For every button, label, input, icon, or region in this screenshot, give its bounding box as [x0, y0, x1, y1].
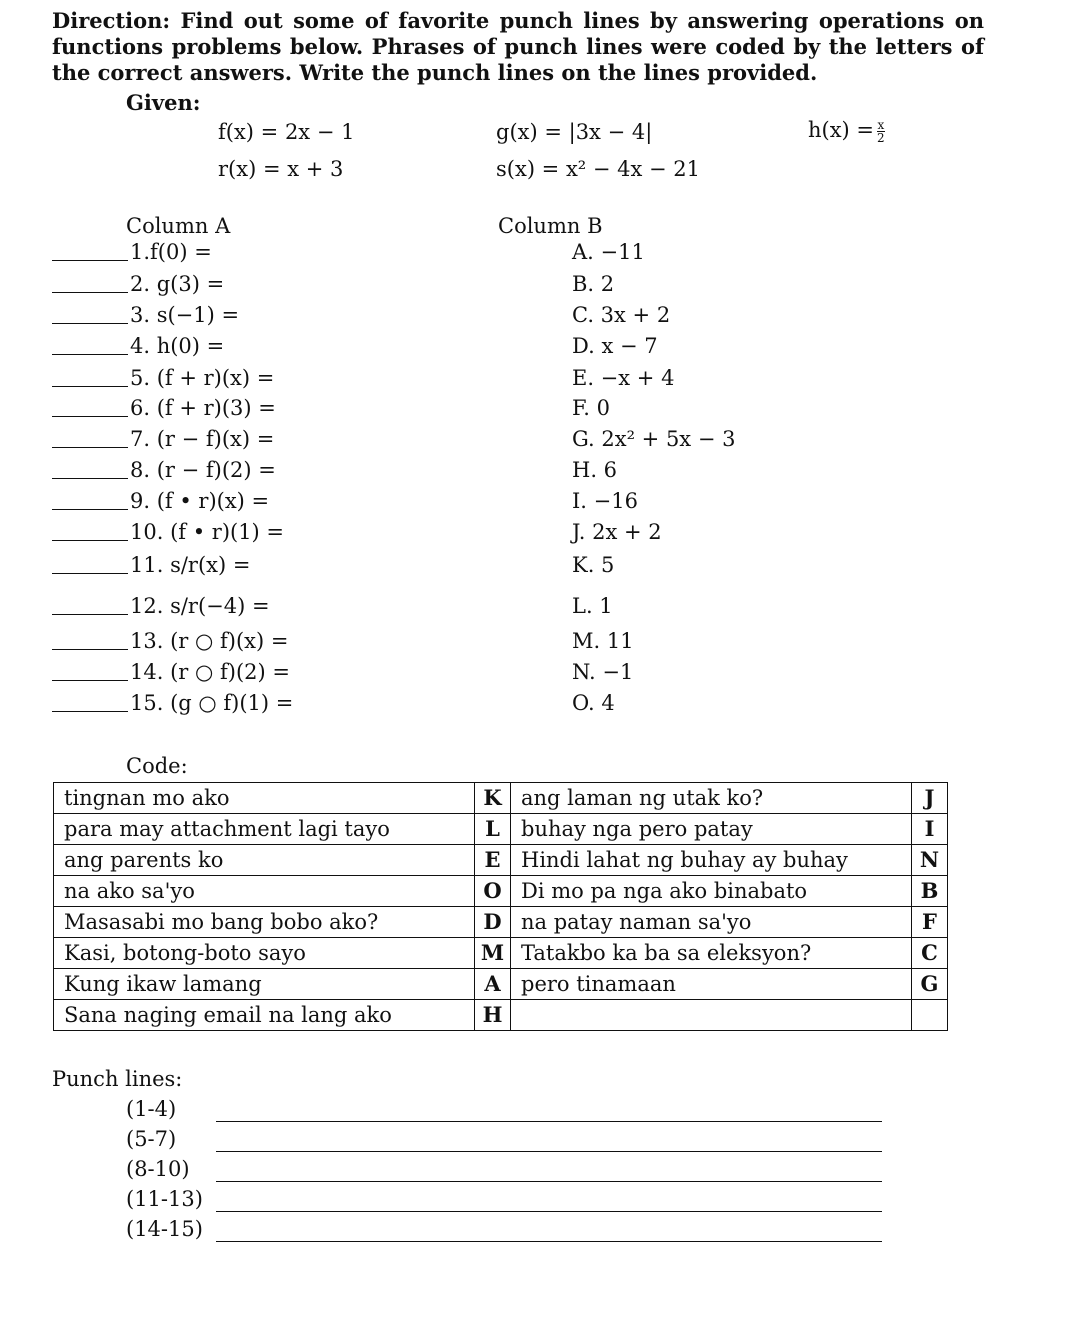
qa-row [0, 366, 1080, 396]
qa-row [0, 427, 1080, 457]
code-row [54, 938, 948, 969]
code-phrase: Hindi lahat ng buhay ay buhay [511, 845, 912, 876]
answer-blank[interactable] [52, 680, 128, 681]
code-phrase: buhay nga pero patay [511, 814, 912, 845]
choice-7: G. 2x² + 5x − 3 [572, 427, 736, 451]
function-h-fraction [877, 119, 885, 144]
code-phrase: Kasi, botong-boto sayo [54, 938, 475, 969]
qa-row [0, 553, 1080, 583]
code-letter: B [912, 876, 948, 907]
qa-row [0, 240, 1080, 270]
punch-line-blank[interactable] [216, 1241, 882, 1242]
question-10: 10. (f • r)(1) = [130, 520, 285, 544]
code-row [54, 814, 948, 845]
code-row [54, 845, 948, 876]
choice-1: A. −11 [572, 240, 645, 264]
choice-15: O. 4 [572, 691, 615, 715]
question-2: 2. g(3) = [130, 272, 225, 296]
code-phrase: Masasabi mo bang bobo ako? [54, 907, 475, 938]
code-letter: M [475, 938, 511, 969]
code-letter: A [475, 969, 511, 1000]
punch-line-label: (11-13) [126, 1187, 203, 1211]
answer-blank[interactable] [52, 260, 128, 261]
punch-line-label: (1-4) [126, 1097, 177, 1121]
answer-blank[interactable] [52, 711, 128, 712]
question-8: 8. (r − f)(2) = [130, 458, 276, 482]
qa-row [0, 458, 1080, 488]
column-b-title: Column B [498, 214, 603, 238]
code-phrase: na patay naman sa'yo [511, 907, 912, 938]
code-phrase [511, 1000, 912, 1031]
punch-lines-label: Punch lines: [52, 1067, 183, 1091]
question-4: 4. h(0) = [130, 334, 225, 358]
code-phrase: ang laman ng utak ko? [511, 783, 912, 814]
code-letter: H [475, 1000, 511, 1031]
answer-blank[interactable] [52, 649, 128, 650]
code-letter: L [475, 814, 511, 845]
code-phrase: na ako sa'yo [54, 876, 475, 907]
direction-text: Direction: Find out some of favorite punch lines by answering operations on functions problems below. Phrases of punch lines were coded by the letters of the correct answers. Write the punch lines on the lines provided. [52, 8, 984, 85]
choice-12: L. 1 [572, 594, 613, 618]
code-phrase: Kung ikaw lamang [54, 969, 475, 1000]
question-5: 5. (f + r)(x) = [130, 366, 275, 390]
qa-row [0, 629, 1080, 659]
choice-11: K. 5 [572, 553, 615, 577]
choice-8: H. 6 [572, 458, 618, 482]
punch-line-label: (8-10) [126, 1157, 190, 1181]
code-label: Code: [126, 754, 188, 778]
punch-line-blank[interactable] [216, 1151, 882, 1152]
question-9: 9. (f • r)(x) = [130, 489, 270, 513]
code-letter: O [475, 876, 511, 907]
code-phrase: pero tinamaan [511, 969, 912, 1000]
answer-blank[interactable] [52, 573, 128, 574]
qa-row [0, 520, 1080, 550]
code-table [53, 782, 948, 1031]
answer-blank[interactable] [52, 292, 128, 293]
function-h-numerator: x [877, 118, 885, 132]
question-6: 6. (f + r)(3) = [130, 396, 276, 420]
answer-blank[interactable] [52, 416, 128, 417]
code-letter: C [912, 938, 948, 969]
question-12: 12. s/r(−4) = [130, 594, 270, 618]
qa-row [0, 594, 1080, 624]
qa-row [0, 272, 1080, 302]
code-letter: K [475, 783, 511, 814]
code-phrase: tingnan mo ako [54, 783, 475, 814]
code-phrase: Di mo pa nga ako binabato [511, 876, 912, 907]
qa-row [0, 303, 1080, 333]
choice-6: F. 0 [572, 396, 611, 420]
answer-blank[interactable] [52, 323, 128, 324]
question-15: 15. (g ○ f)(1) = [130, 691, 294, 715]
choice-2: B. 2 [572, 272, 615, 296]
code-letter: G [912, 969, 948, 1000]
code-letter: N [912, 845, 948, 876]
choice-9: I. −16 [572, 489, 638, 513]
question-1: 1.f(0) = [130, 240, 212, 264]
punch-line-label: (5-7) [126, 1127, 177, 1151]
question-11: 11. s/r(x) = [130, 553, 251, 577]
question-7: 7. (r − f)(x) = [130, 427, 275, 451]
code-row [54, 783, 948, 814]
code-letter: D [475, 907, 511, 938]
function-h-denominator: 2 [877, 131, 885, 145]
given-label: Given: [126, 90, 201, 115]
qa-row [0, 489, 1080, 519]
function-h [808, 118, 885, 144]
code-row [54, 907, 948, 938]
qa-row [0, 396, 1080, 426]
function-h-left: h(x) = [808, 118, 875, 142]
code-letter [912, 1000, 948, 1031]
code-phrase: Tatakbo ka ba sa eleksyon? [511, 938, 912, 969]
code-phrase: para may attachment lagi tayo [54, 814, 475, 845]
function-g: g(x) = |3x − 4| [496, 120, 653, 144]
answer-blank[interactable] [52, 447, 128, 448]
code-letter: E [475, 845, 511, 876]
code-phrase: ang parents ko [54, 845, 475, 876]
answer-blank[interactable] [52, 478, 128, 479]
choice-4: D. x − 7 [572, 334, 658, 358]
function-f: f(x) = 2x − 1 [218, 120, 355, 144]
answer-blank[interactable] [52, 386, 128, 387]
punch-line-label: (14-15) [126, 1217, 203, 1241]
qa-row [0, 691, 1080, 721]
punch-line-blank[interactable] [216, 1211, 882, 1212]
code-letter: F [912, 907, 948, 938]
code-row [54, 876, 948, 907]
code-row [54, 1000, 948, 1031]
choice-13: M. 11 [572, 629, 634, 653]
question-13: 13. (r ○ f)(x) = [130, 629, 289, 653]
question-3: 3. s(−1) = [130, 303, 240, 327]
punch-line-blank[interactable] [216, 1121, 882, 1122]
choice-3: C. 3x + 2 [572, 303, 671, 327]
answer-blank[interactable] [52, 354, 128, 355]
answer-blank[interactable] [52, 614, 128, 615]
code-phrase: Sana naging email na lang ako [54, 1000, 475, 1031]
answer-blank[interactable] [52, 540, 128, 541]
function-s: s(x) = x² − 4x − 21 [496, 157, 701, 181]
answer-blank[interactable] [52, 509, 128, 510]
code-letter: J [912, 783, 948, 814]
choice-5: E. −x + 4 [572, 366, 675, 390]
code-row [54, 969, 948, 1000]
choice-14: N. −1 [572, 660, 634, 684]
qa-row [0, 660, 1080, 690]
punch-line-blank[interactable] [216, 1181, 882, 1182]
code-letter: I [912, 814, 948, 845]
choice-10: J. 2x + 2 [572, 520, 662, 544]
qa-row [0, 334, 1080, 364]
function-r: r(x) = x + 3 [218, 157, 344, 181]
column-a-title: Column A [126, 214, 231, 238]
question-14: 14. (r ○ f)(2) = [130, 660, 290, 684]
